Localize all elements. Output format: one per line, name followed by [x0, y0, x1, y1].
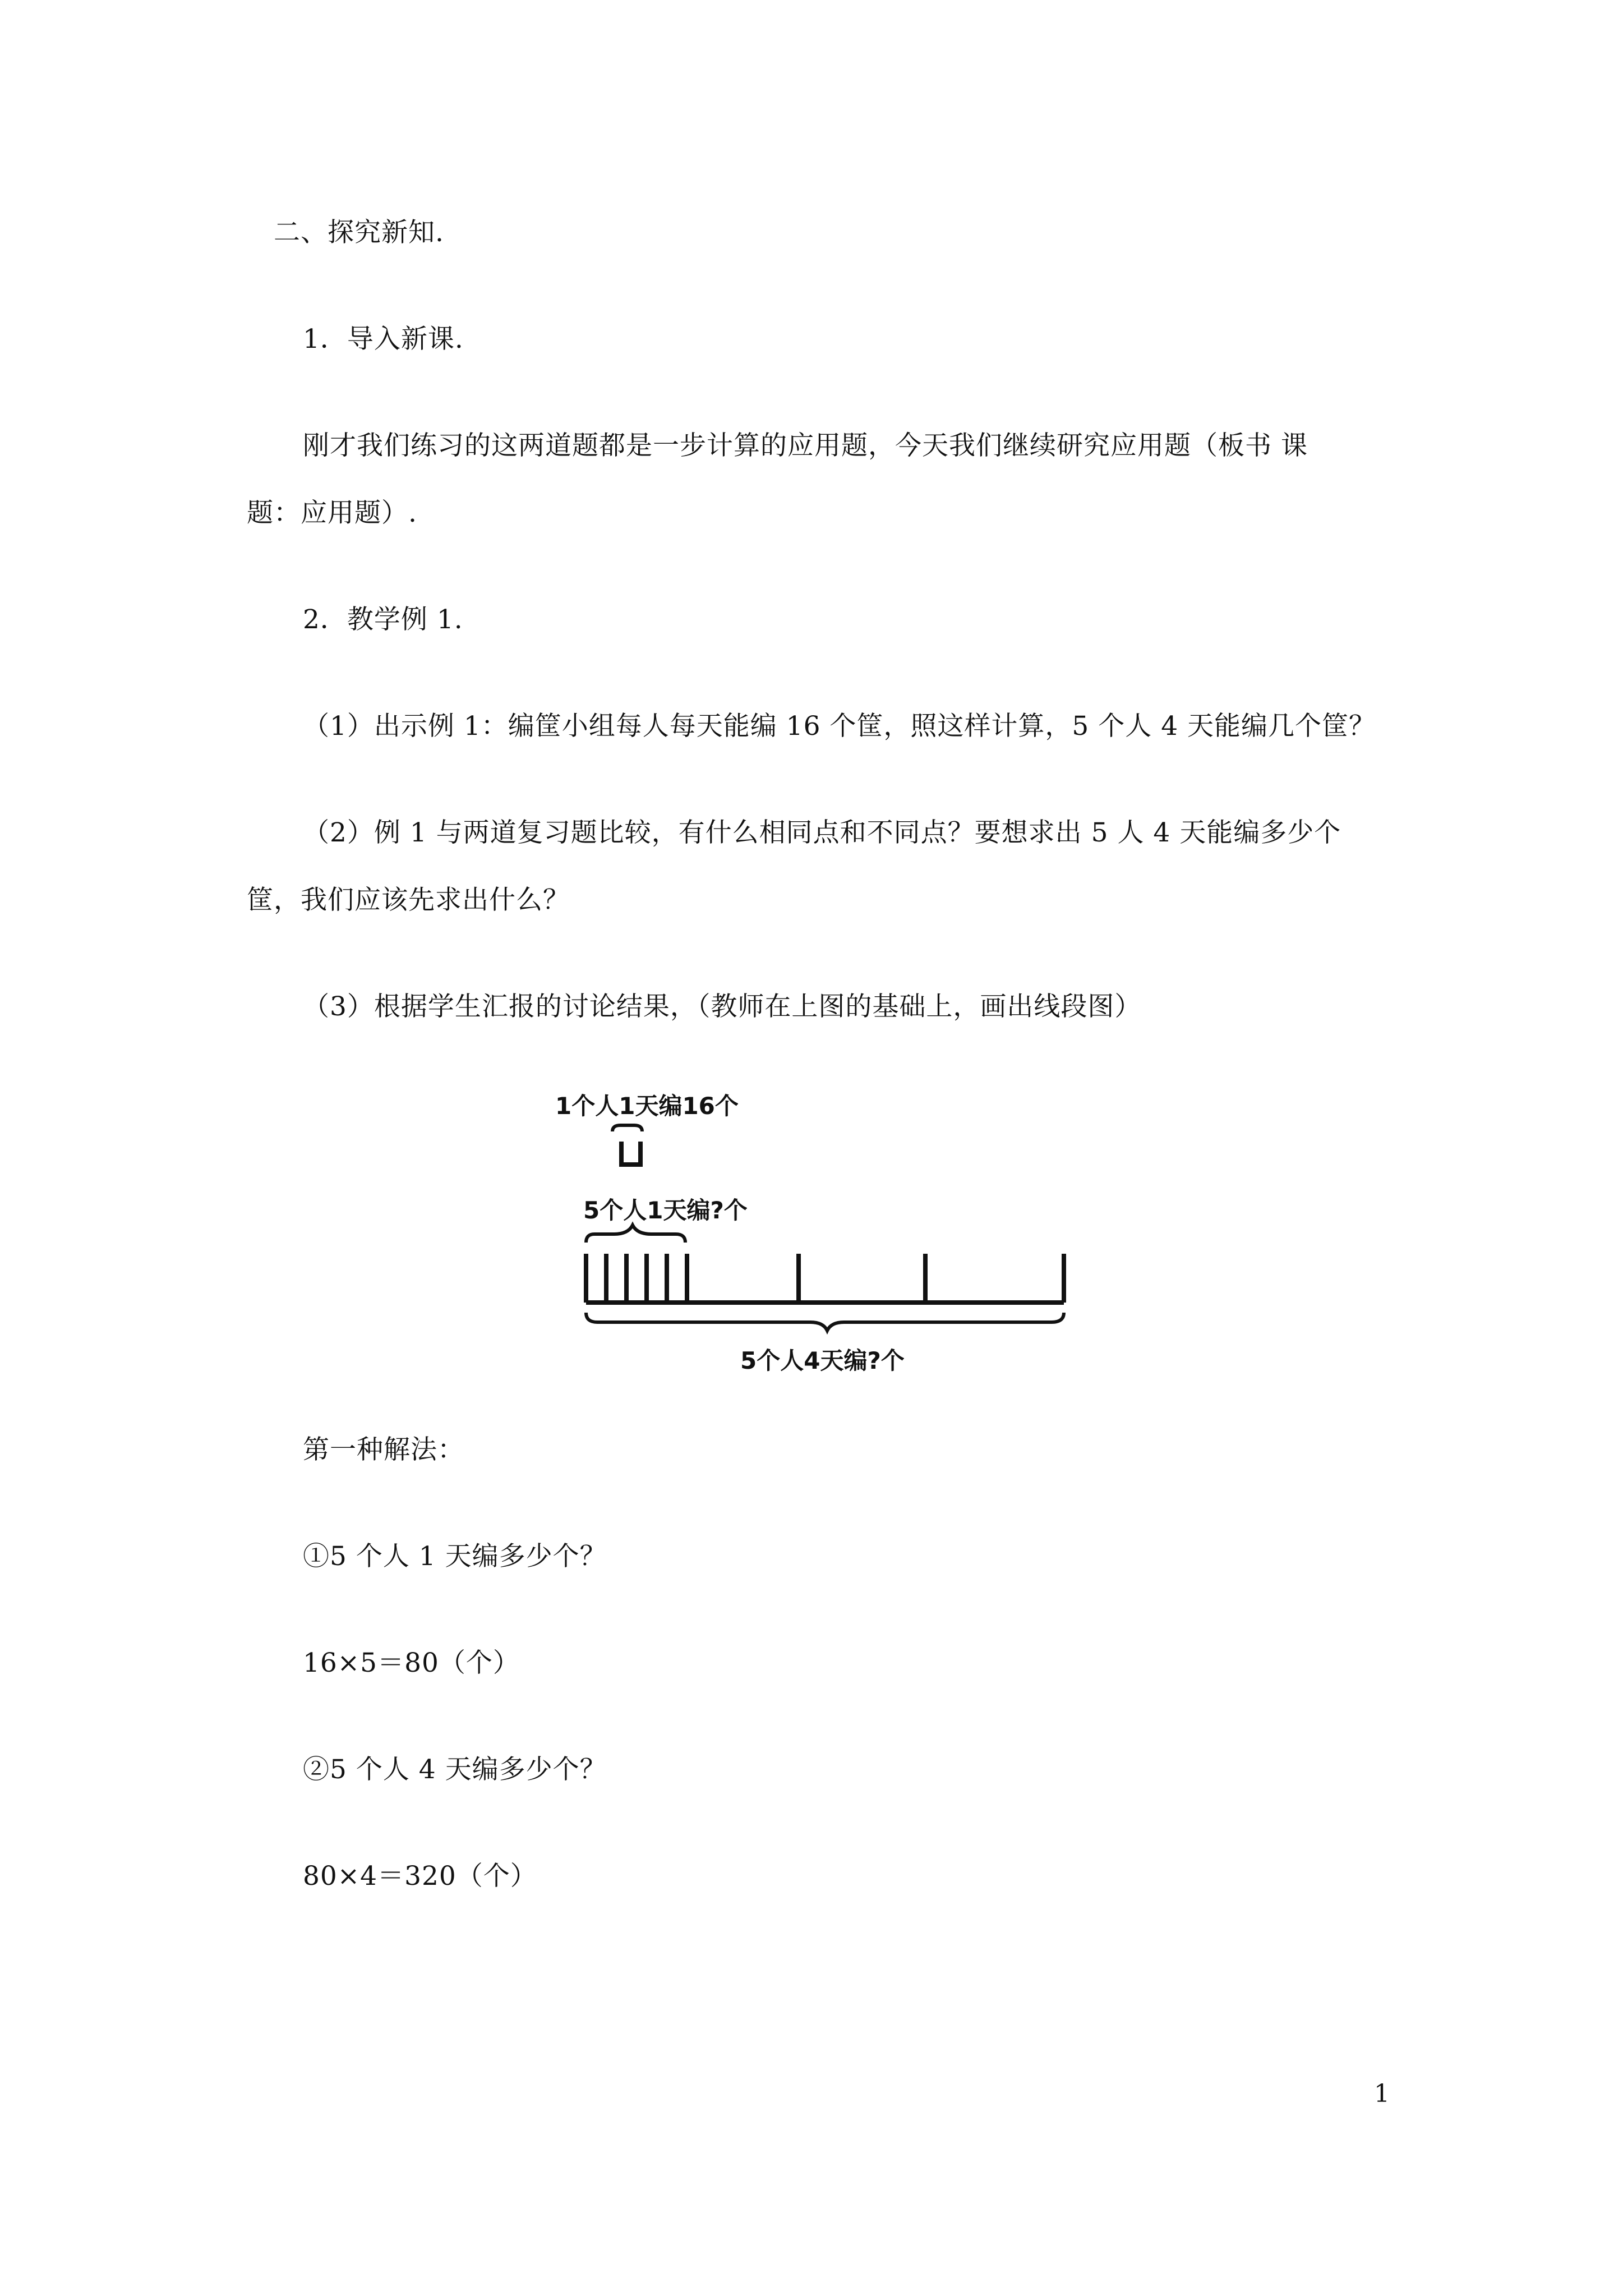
step-2-question: ②5 个人 4 天编多少个？ [303, 1754, 607, 1785]
section-heading: 二、探究新知. [274, 217, 444, 248]
subsection-heading-example: 2．教学例 1. [303, 604, 463, 635]
top-brace [612, 1125, 642, 1131]
page-number: 1 [1374, 2079, 1390, 2108]
step-1-equation: 16×5＝80（个） [303, 1648, 520, 1678]
label-one-person-one-day: 1个人1天编16个 [555, 1092, 739, 1120]
line-segment-diagram [533, 1071, 1094, 1386]
example-item-3: （3）根据学生汇报的讨论结果，（教师在上图的基础上，画出线段图） [303, 991, 1142, 1022]
example-item-1: （1）出示例 1：编筐小组每人每天能编 16 个筐，照这样计算，5 个人 4 天能编几个筐？ [303, 711, 1376, 742]
paragraph-intro-line-2: 题：应用题）. [247, 498, 417, 528]
middle-brace [586, 1225, 685, 1243]
paragraph-intro-line-1: 刚才我们练习的这两道题都是一步计算的应用题，今天我们继续研究应用题（板书 课 [303, 430, 1308, 461]
label-five-people-four-days: 5个人4天编?个 [740, 1347, 905, 1374]
label-five-people-one-day: 5个人1天编?个 [583, 1197, 748, 1224]
example-item-2-line-1: （2）例 1 与两道复习题比较，有什么相同点和不同点？要想求出 5 人 4 天能编多少个 [303, 817, 1341, 848]
subsection-heading-intro: 1．导入新课. [303, 324, 464, 355]
unit-segment-box [621, 1142, 640, 1165]
step-1-question: ①5 个人 1 天编多少个？ [303, 1541, 607, 1572]
step-2-equation: 80×4＝320（个） [303, 1861, 537, 1892]
example-item-2-line-2: 筐，我们应该先求出什么？ [247, 885, 570, 915]
bottom-brace [586, 1313, 1064, 1331]
method-1-heading: 第一种解法： [303, 1434, 464, 1465]
